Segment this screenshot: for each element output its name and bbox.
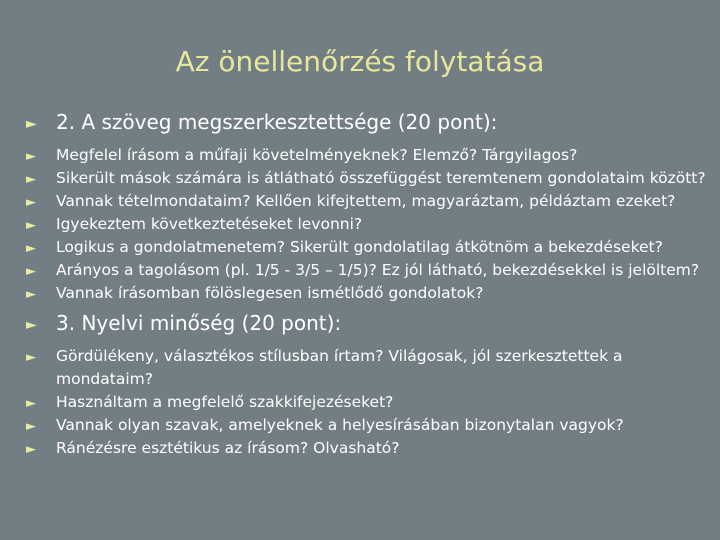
- triangle-bullet-icon: ►: [26, 218, 36, 233]
- list-item: [26, 236, 706, 259]
- triangle-bullet-icon: ►: [26, 287, 36, 302]
- list-item-text: Vannak tételmondataim? Kellően kifejtettem, magyaráztam, példáztam ezeket?: [56, 192, 676, 210]
- triangle-bullet-icon: ►: [26, 241, 36, 256]
- list-item: [26, 213, 706, 236]
- triangle-bullet-icon: ►: [26, 116, 37, 132]
- section-heading-text: 2. A szöveg megszerkesztettsége (20 pont):: [56, 110, 498, 134]
- list-item-text: Igyekeztem következtetéseket levonni?: [56, 215, 363, 233]
- section-heading-2: [26, 106, 706, 138]
- list-item-text: Megfelel írásom a műfaji követelményeknek? Elemző? Tárgyilagos?: [56, 146, 578, 164]
- slide-title: Az önellenőrzés folytatása: [175, 45, 545, 78]
- triangle-bullet-icon: ►: [26, 442, 36, 457]
- section-heading-text: 3. Nyelvi minőség (20 pont):: [56, 311, 342, 335]
- list-item-text: Használtam a megfelelő szakkifejezéseket?: [56, 393, 394, 411]
- list-item: [26, 167, 706, 190]
- triangle-bullet-icon: ►: [26, 195, 36, 210]
- triangle-bullet-icon: ►: [26, 149, 36, 164]
- slide-content: [26, 104, 706, 460]
- list-item-text: Vannak írásomban fölöslegesen ismétlődő gondolatok?: [56, 284, 484, 302]
- triangle-bullet-icon: ►: [26, 172, 36, 187]
- list-item-text: Vannak olyan szavak, amelyeknek a helyesírásában bizonytalan vagyok?: [56, 416, 624, 434]
- list-item: [26, 414, 706, 437]
- list-item-text: Logikus a gondolatmenetem? Sikerült gondolatilag átkötnöm a bekezdéseket?: [56, 238, 663, 256]
- list-item: [26, 144, 706, 167]
- list-item-text: Arányos a tagolásom (pl. 1/5 - 3/5 – 1/5)? Ez jól látható, bekezdésekkel is jelöltem?: [56, 261, 700, 279]
- section-heading-3: [26, 307, 706, 339]
- triangle-bullet-icon: ►: [26, 350, 36, 365]
- triangle-bullet-icon: ►: [26, 396, 36, 411]
- list-item: [26, 259, 706, 282]
- list-item: [26, 190, 706, 213]
- triangle-bullet-icon: ►: [26, 317, 37, 333]
- list-item-text: Sikerült mások számára is átlátható összefüggést teremtenem gondolataim között?: [56, 169, 706, 187]
- list-item: [26, 391, 706, 414]
- list-item: [26, 437, 706, 460]
- list-item: [26, 282, 706, 305]
- triangle-bullet-icon: ►: [26, 264, 36, 279]
- triangle-bullet-icon: ►: [26, 419, 36, 434]
- list-item-text: Gördülékeny, választékos stílusban írtam? Világosak, jól szerkesztettek a mondataim?: [56, 347, 623, 388]
- list-item: [26, 345, 706, 391]
- list-item-text: Ránézésre esztétikus az írásom? Olvasható?: [56, 439, 400, 457]
